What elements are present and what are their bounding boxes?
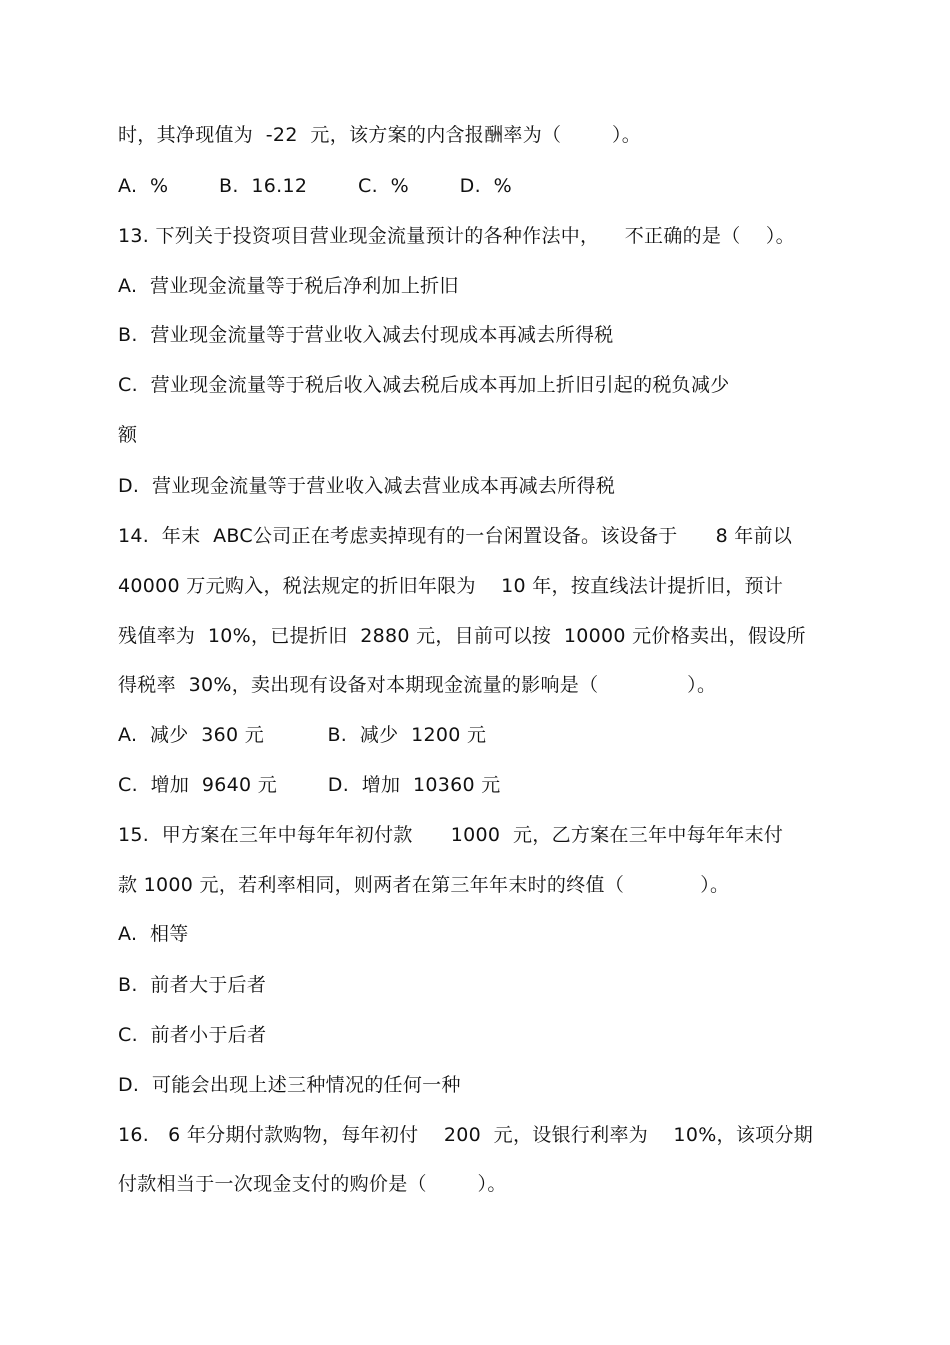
q15-option-a: A. 相等 [118, 923, 189, 945]
q13-option-d: D. 营业现金流量等于营业收入减去营业成本再减去所得税 [118, 475, 616, 497]
q14-options-cd: C. 增加 9640 元 D. 增加 10360 元 [118, 774, 501, 796]
q14-stem-line-4: 得税率 30%，卖出现有设备对本期现金流量的影响是（ ）。 [118, 674, 717, 696]
q15-option-b: B. 前者大于后者 [118, 974, 267, 996]
q14-options-ab: A. 减少 360 元 B. 减少 1200 元 [118, 724, 487, 746]
q12-stem-continuation: 时，其净现值为 -22 元，该方案的内含报酬率为（ ）。 [118, 124, 642, 146]
q15-stem-line-2: 款 1000 元，若利率相同，则两者在第三年年末时的终值（ ）。 [118, 874, 730, 896]
q13-option-c: C. 营业现金流量等于税后收入减去税后成本再加上折旧引起的税负减少 [118, 374, 730, 396]
q14-stem-line-3: 残值率为 10%，已提折旧 2880 元，目前可以按 10000 元价格卖出，假设所 [118, 625, 806, 647]
q13-option-c-continuation: 额 [118, 424, 138, 446]
q13-option-b: B. 营业现金流量等于营业收入减去付现成本再减去所得税 [118, 324, 614, 346]
q16-stem-line-1: 16. 6 年分期付款购物，每年初付 200 元，设银行利率为 10%，该项分期 [118, 1124, 814, 1146]
q14-stem-line-2: 40000 万元购入，税法规定的折旧年限为 10 年，按直线法计提折旧，预计 [118, 575, 784, 597]
q13-stem: 13. 下列关于投资项目营业现金流量预计的各种作法中， 不正确的是（ ）。 [118, 225, 795, 247]
q16-stem-line-2: 付款相当于一次现金支付的购价是（ ）。 [118, 1173, 507, 1195]
q12-options: A. % B. 16.12 C. % D. % [118, 175, 512, 197]
q13-option-a: A. 营业现金流量等于税后净利加上折旧 [118, 275, 459, 297]
q15-stem-line-1: 15. 甲方案在三年中每年年初付款 1000 元，乙方案在三年中每年年末付 [118, 824, 784, 846]
q15-option-c: C. 前者小于后者 [118, 1024, 267, 1046]
q14-stem-line-1: 14. 年末 ABC公司正在考虑卖掉现有的一台闲置设备。该设备于 8 年前以 [118, 525, 793, 547]
q15-option-d: D. 可能会出现上述三种情况的任何一种 [118, 1074, 461, 1096]
